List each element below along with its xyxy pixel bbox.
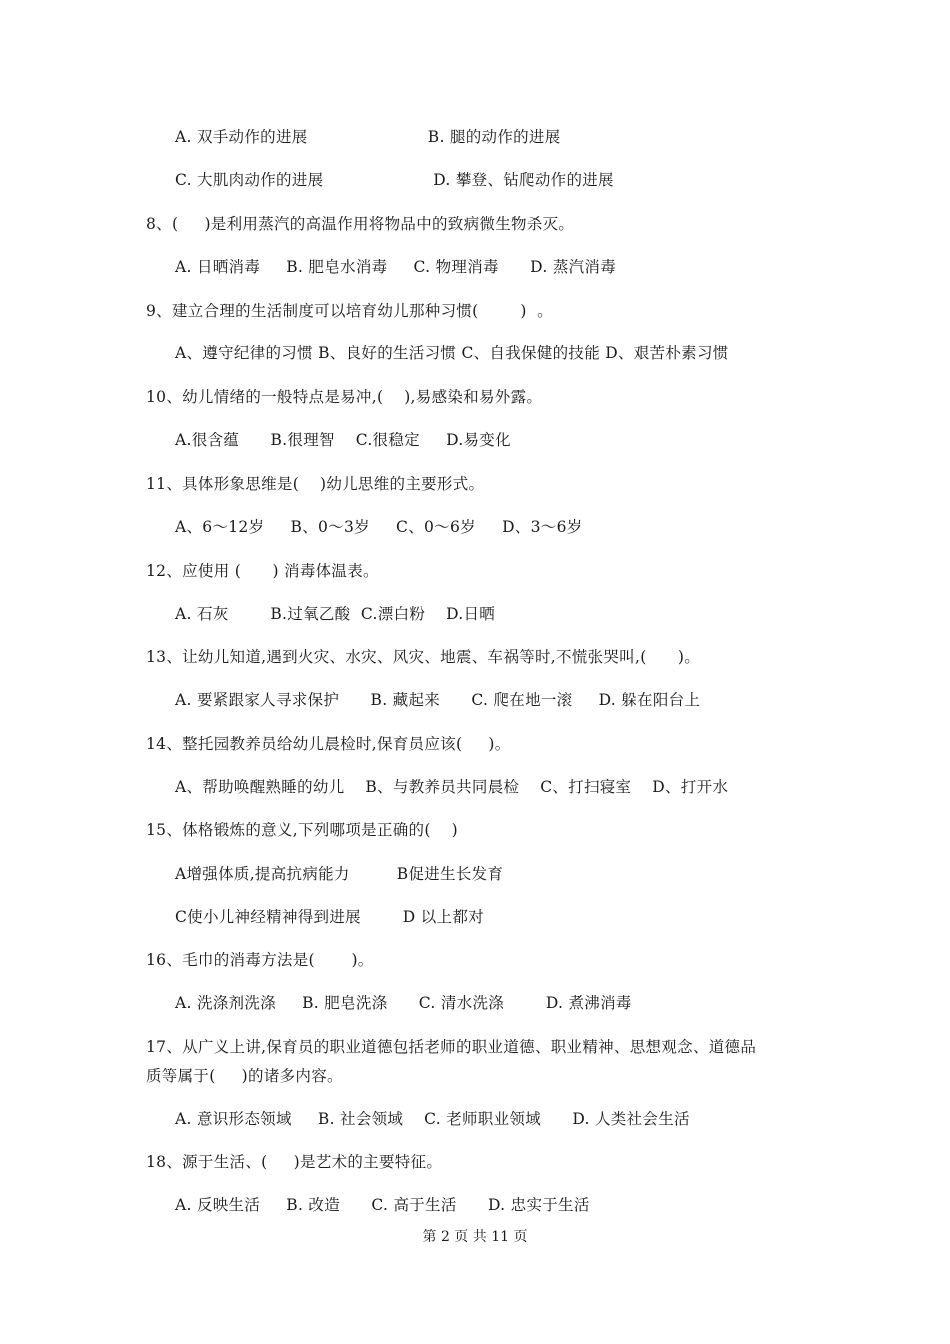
option-line: A. 石灰 B.过氧乙酸 C.漂白粉 D.日晒 (175, 605, 496, 623)
option-line: A.很含蕴 B.很理智 C.很稳定 D.易变化 (175, 431, 511, 449)
option-line: A. 意识形态领域 B. 社会领域 C. 老师职业领域 D. 人类社会生活 (175, 1110, 690, 1128)
question-14: 14、整托园教养员给幼儿晨检时,保育员应该( )。 (146, 735, 511, 753)
question-12: 12、应使用 ( ) 消毒体温表。 (146, 562, 379, 580)
question-16: 16、毛巾的消毒方法是( )。 (146, 951, 374, 969)
question-11: 11、具体形象思维是( )幼儿思维的主要形式。 (146, 475, 485, 493)
option-line: A. 双手动作的进展 B. 腿的动作的进展 (175, 128, 561, 146)
question-15: 15、体格锻炼的意义,下列哪项是正确的( ) (146, 821, 458, 839)
option-line: A. 日晒消毒 B. 肥皂水消毒 C. 物理消毒 D. 蒸汽消毒 (175, 258, 617, 276)
option-line: C. 大肌肉动作的进展 D. 攀登、钻爬动作的进展 (175, 171, 614, 189)
option-line: A、帮助唤醒熟睡的幼儿 B、与教养员共同晨检 C、打扫寝室 D、打开水 (175, 778, 729, 796)
option-line: A. 反映生活 B. 改造 C. 高于生活 D. 忠实于生活 (175, 1196, 590, 1214)
option-line: A、遵守纪律的习惯 B、良好的生活习惯 C、自我保健的技能 D、艰苦朴素习惯 (175, 344, 729, 362)
question-13: 13、让幼儿知道,遇到火灾、水灾、风灾、地震、车祸等时,不慌张哭叫,( )。 (146, 648, 701, 666)
question-18: 18、源于生活、( )是艺术的主要特征。 (146, 1153, 443, 1171)
question-10: 10、幼儿情绪的一般特点是易冲,( ),易感染和易外露。 (146, 388, 543, 406)
question-17: 17、从广义上讲,保育员的职业道德包括老师的职业道德、职业精神、思想观念、道德品 (146, 1038, 757, 1056)
option-line: A、6～12岁 B、0～3岁 C、0～6岁 D、3～6岁 (175, 518, 583, 536)
option-line: A增强体质,提高抗病能力 B促进生长发育 (175, 865, 504, 883)
option-line: A. 洗涤剂洗涤 B. 肥皂洗涤 C. 清水洗涤 D. 煮沸消毒 (175, 994, 632, 1012)
option-line: C使小儿神经精神得到进展 D 以上都对 (175, 908, 484, 926)
question-8: 8、( )是利用蒸汽的高温作用将物品中的致病微生物杀灭。 (146, 215, 575, 233)
question-17-continued: 质等属于( )的诸多内容。 (146, 1067, 343, 1085)
question-9: 9、建立合理的生活制度可以培育幼儿那种习惯( ) 。 (146, 302, 553, 320)
option-line: A. 要紧跟家人寻求保护 B. 藏起来 C. 爬在地一滚 D. 躲在阳台上 (175, 691, 701, 709)
page-footer: 第 2 页 共 11 页 (422, 1229, 528, 1245)
